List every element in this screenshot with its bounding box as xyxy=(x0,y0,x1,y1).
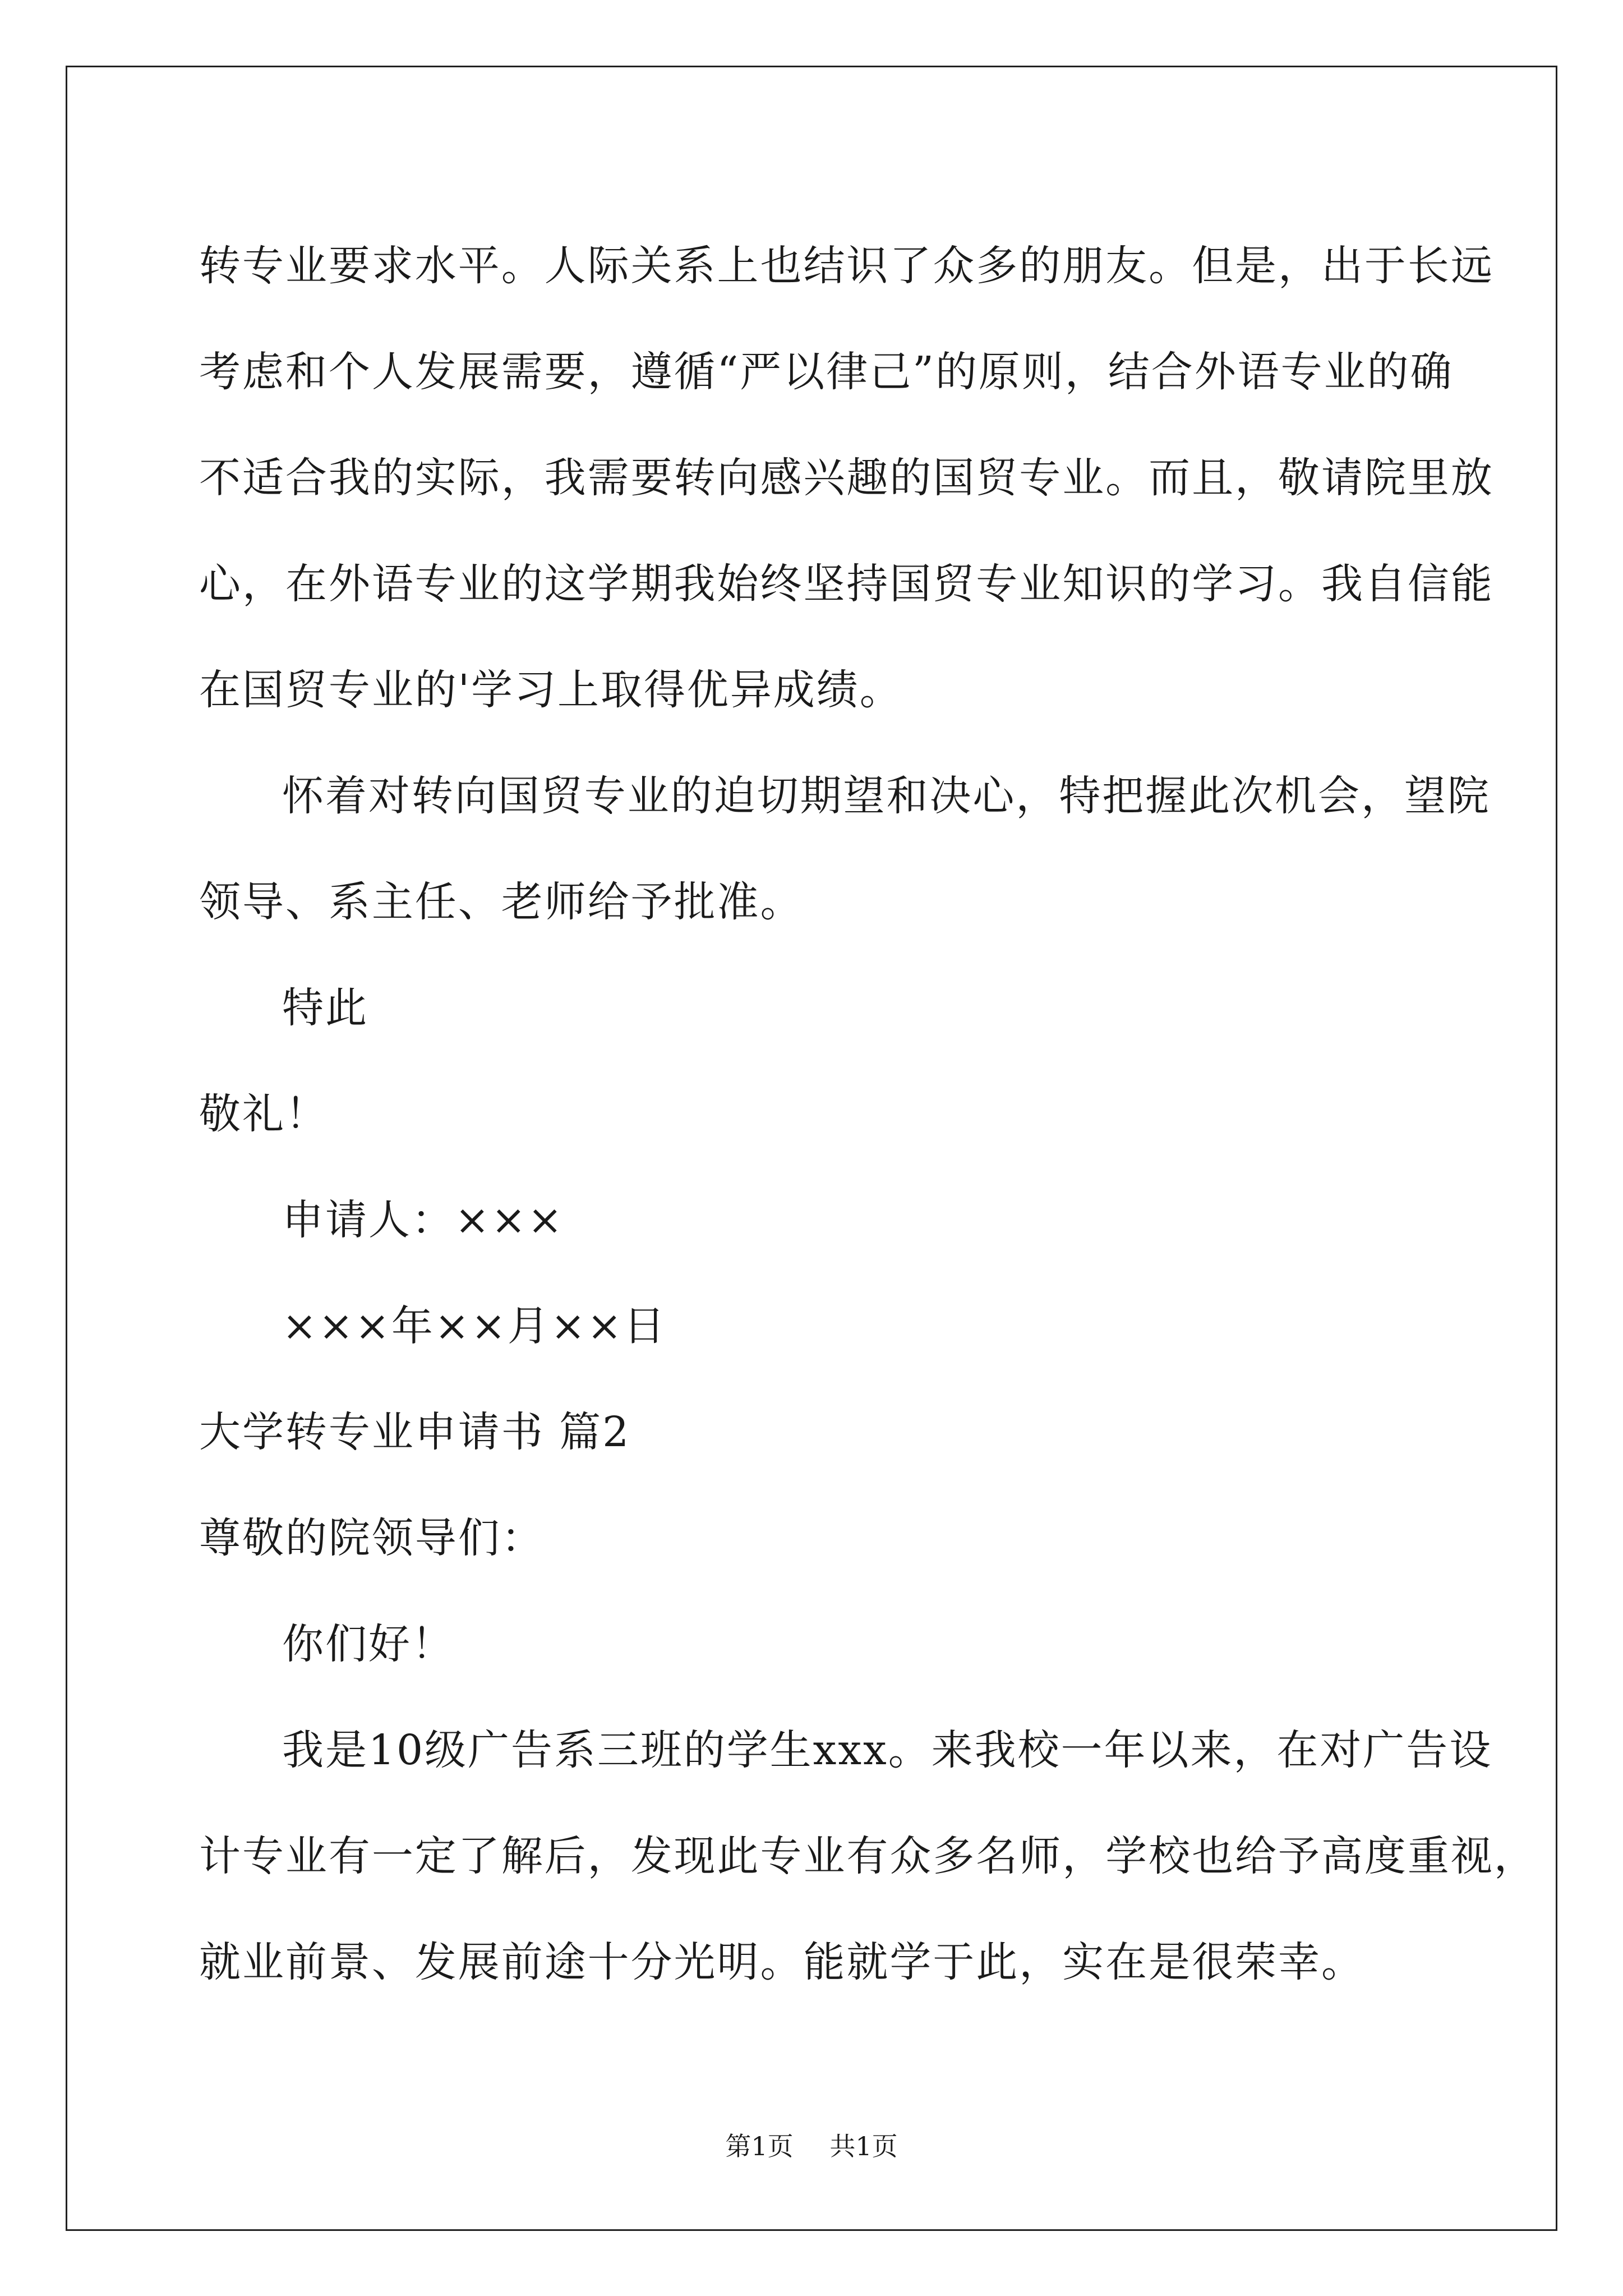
text-line: 尊敬的院领导们： xyxy=(199,1514,545,1562)
document-body xyxy=(199,213,1537,2016)
text-line: 特此 xyxy=(282,984,368,1032)
text-line: ×××年××月××日 xyxy=(282,1302,667,1350)
text-line: 大学转专业申请书 篇2 xyxy=(199,1408,631,1456)
page-number: 第1页 xyxy=(725,2131,794,2161)
text-line: 转专业要求水平。人际关系上也结识了众多的朋友。但是，出于长远 xyxy=(199,242,1494,290)
text-line: 心，在外语专业的这学期我始终坚持国贸专业知识的学习。我自信能 xyxy=(199,560,1494,608)
text-line: 我是10级广告系三班的学生xxx。来我校一年以来，在对广告设 xyxy=(282,1726,1493,1774)
text-line: 你们好！ xyxy=(282,1620,455,1668)
text-line: 敬礼！ xyxy=(199,1090,329,1138)
page-footer xyxy=(0,2126,1623,2163)
text-line: 申请人：××× xyxy=(282,1196,564,1244)
text-line: 计专业有一定了解后，发现此专业有众多名师，学校也给予高度重视， xyxy=(199,1832,1537,1880)
text-line: 就业前景、发展前途十分光明。能就学于此，实在是很荣幸。 xyxy=(199,1938,1364,1986)
text-line: 考虑和个人发展需要，遵循“严以律己”的原则，结合外语专业的确 xyxy=(199,348,1454,396)
page-total: 共1页 xyxy=(829,2131,898,2161)
text-line: 不适合我的实际，我需要转向感兴趣的国贸专业。而且，敬请院里放 xyxy=(199,454,1494,502)
text-line: 在国贸专业的'学习上取得优异成绩。 xyxy=(199,666,903,714)
text-line: 领导、系主任、老师给予批准。 xyxy=(199,878,804,926)
text-line: 怀着对转向国贸专业的迫切期望和决心，特把握此次机会，望院 xyxy=(282,772,1491,820)
